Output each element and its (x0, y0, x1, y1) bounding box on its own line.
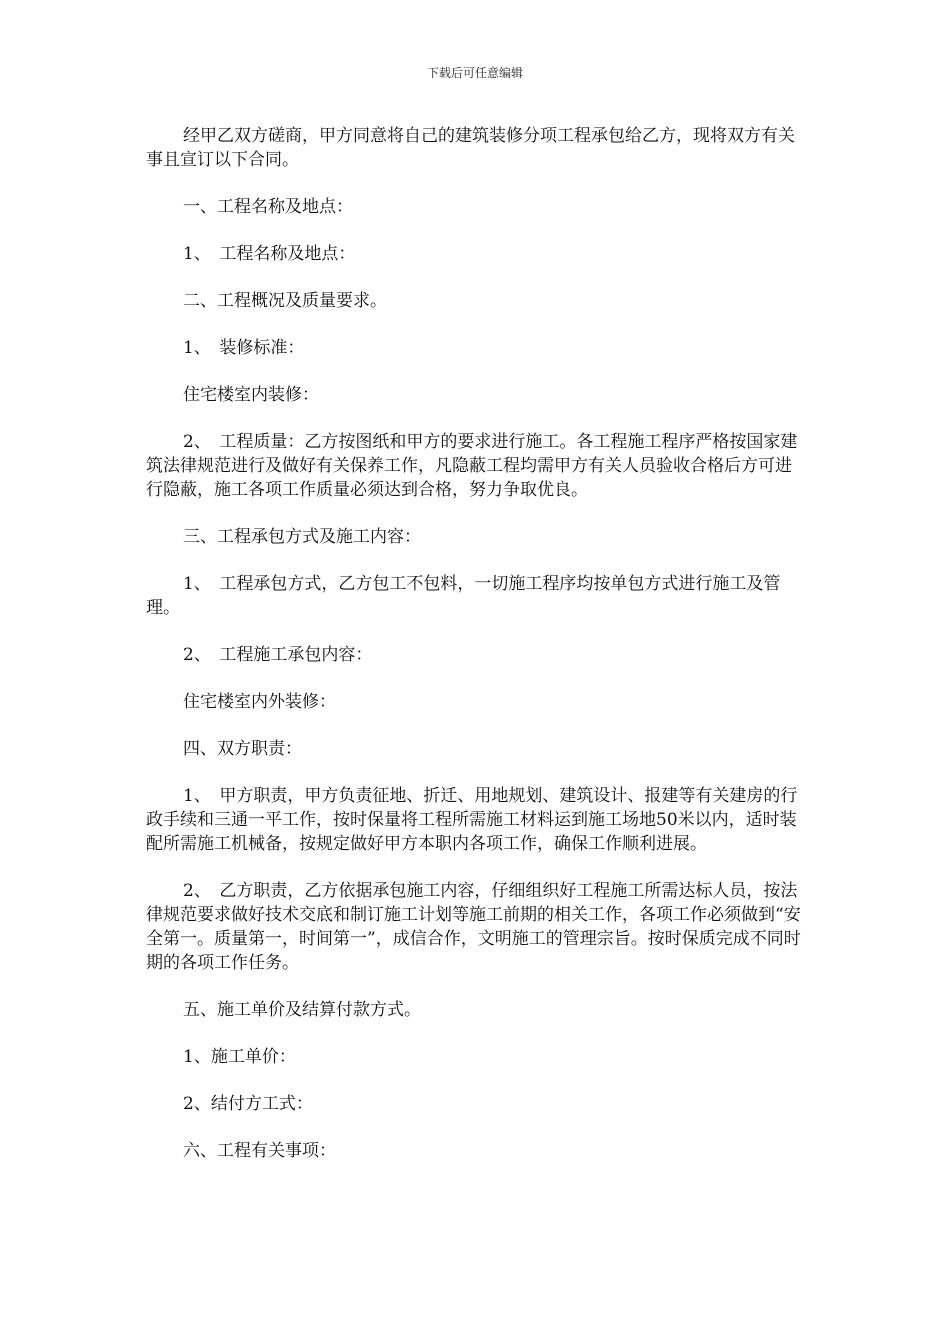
contract-body (146, 124, 804, 1163)
clause-3-1: 1、 工程承包方式，乙方包工不包料，一切施工程序均按单包方式进行施工及管理。 (146, 574, 781, 618)
section-heading-5: 五、施工单价及结算付款方式。 (183, 1000, 421, 1020)
section-heading-1: 一、工程名称及地点： (183, 197, 353, 217)
clause-2-1: 1、 装修标准： (183, 338, 305, 358)
clause-3-2: 2、 工程施工承包内容： (183, 645, 373, 665)
intro-paragraph: 经甲乙双方磋商，甲方同意将自己的建筑装修分项工程承包给乙方，现将双方有关事且宣订以下合同。 (146, 126, 795, 170)
clause-4-1: 1、 甲方职责，甲方负责征地、折迁、用地规划、建筑设计、报建等有关建房的行政手续和三通一平工作，按时保量将工程所需施工材料运到施工场地50米以内，适时装配所需施工机械备，按规定做好甲方本职内各项工作，确保工作顺利进展。 (146, 786, 798, 854)
clause-2-1-detail: 住宅楼室内装修： (183, 385, 319, 405)
section-heading-2: 二、工程概况及质量要求。 (183, 291, 387, 311)
section-heading-6: 六、工程有关事项： (183, 1141, 336, 1161)
clause-1-1: 1、 工程名称及地点： (183, 244, 356, 264)
section-heading-4: 四、双方职责： (183, 739, 302, 759)
clause-2-2: 2、 工程质量：乙方按图纸和甲方的要求进行施工。各工程施工程序严格按国家建筑法律规范进行及做好有关保养工作，凡隐蔽工程均需甲方有关人员验收合格后方可进行隐蔽，施工各项工作质量必须达到合格，努力争取优良。 (146, 432, 798, 500)
clause-5-1: 1、施工单价： (183, 1047, 296, 1067)
clause-5-2: 2、结付方工式： (183, 1094, 313, 1114)
clause-3-2-detail: 住宅楼室内外装修： (183, 692, 336, 712)
clause-4-2: 2、 乙方职责，乙方依据承包施工内容，仔细组织好工程施工所需达标人员，按法律规范要求做好技术交底和制订施工计划等施工前期的相关工作，各项工作必须做到“安全第一。质量第一，时间第一”，成信合作，文明施工的管理宗旨。按时保质完成不同时期的各项工作任务。 (146, 881, 801, 973)
page-header: 下载后可任意编辑 (426, 66, 523, 80)
section-heading-3: 三、工程承包方式及施工内容： (183, 527, 421, 547)
